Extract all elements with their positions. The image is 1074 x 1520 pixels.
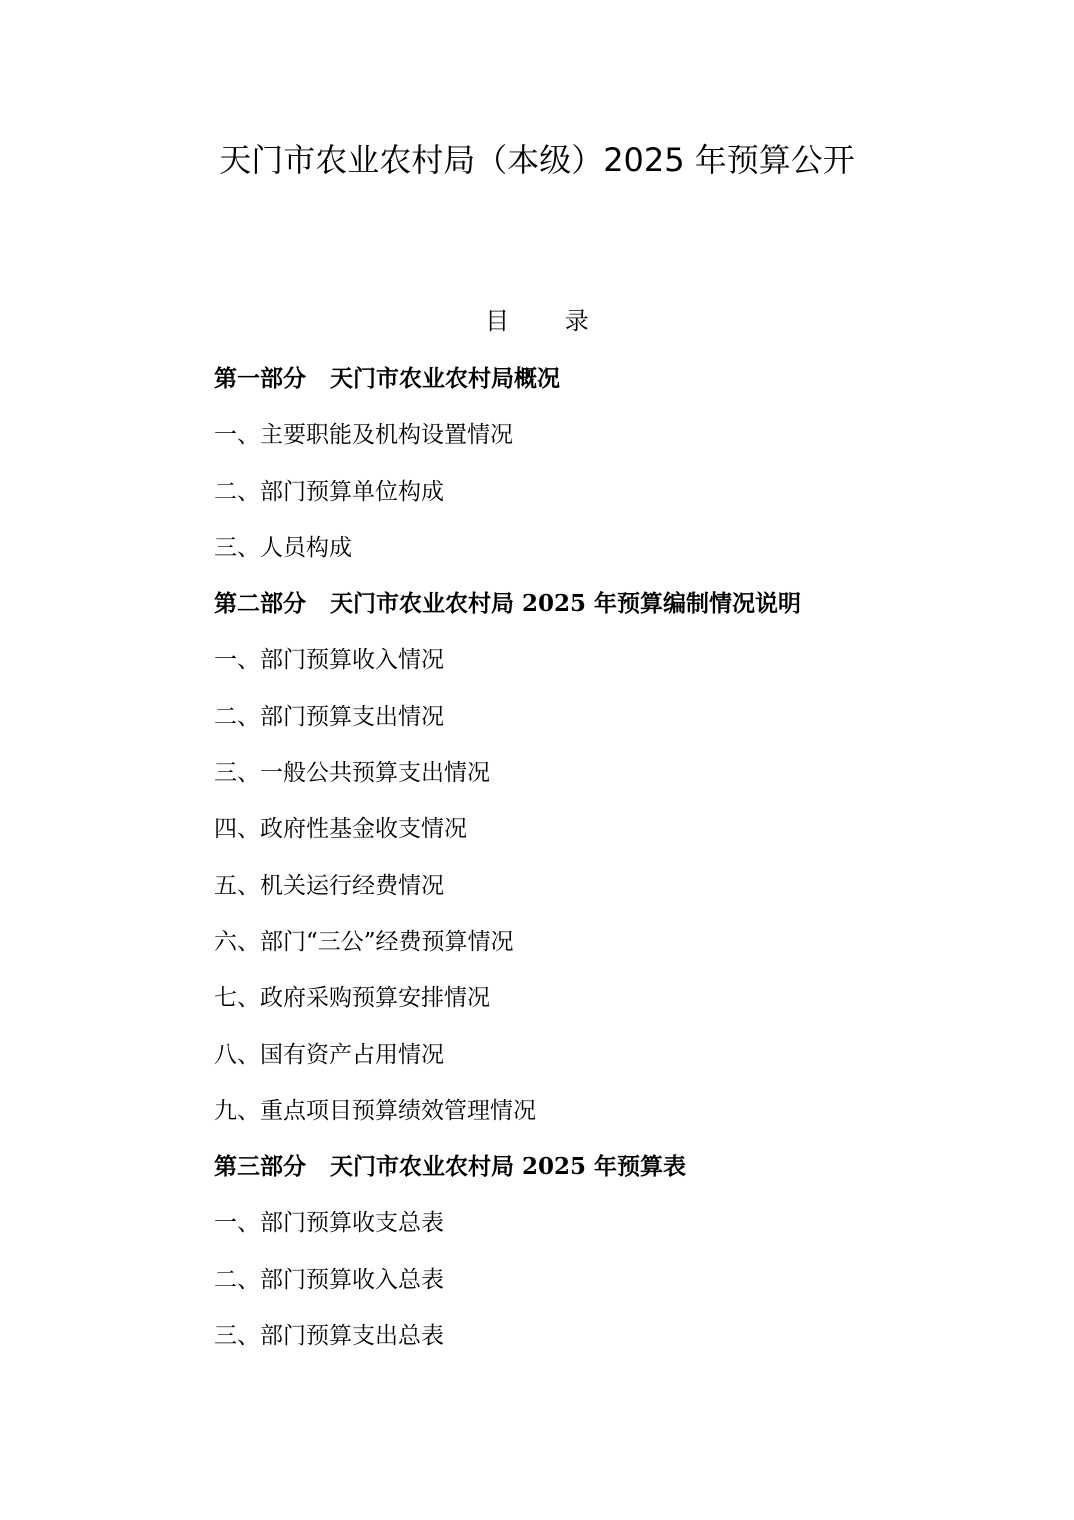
toc-item: 九、重点项目预算绩效管理情况 xyxy=(214,1097,536,1124)
toc-item: 二、部门预算支出情况 xyxy=(214,703,444,730)
document-title: 天门市农业农村局（本级）2025 年预算公开 xyxy=(219,141,855,179)
toc-heading: 目 录 xyxy=(485,307,613,335)
toc-item: 一、主要职能及机构设置情况 xyxy=(214,422,513,449)
toc-item: 四、政府性基金收支情况 xyxy=(214,816,467,843)
toc-item: 五、机关运行经费情况 xyxy=(214,872,444,899)
toc-item: 八、国有资产占用情况 xyxy=(214,1041,444,1068)
toc-item: 三、部门预算支出总表 xyxy=(214,1323,444,1350)
toc-item: 二、部门预算收入总表 xyxy=(214,1266,444,1293)
toc-item: 二、部门预算单位构成 xyxy=(214,478,444,505)
toc-item: 三、人员构成 xyxy=(214,534,352,561)
table-of-contents xyxy=(214,362,974,1375)
toc-item: 七、政府采购预算安排情况 xyxy=(214,985,490,1012)
toc-item: 一、部门预算收入情况 xyxy=(214,647,444,674)
toc-part-heading: 第一部分 天门市农业农村局概况 xyxy=(214,365,561,392)
toc-item: 六、部门“三公”经费预算情况 xyxy=(214,928,514,955)
toc-item: 一、部门预算收支总表 xyxy=(214,1210,444,1237)
toc-item: 三、一般公共预算支出情况 xyxy=(214,760,490,787)
toc-part-heading: 第三部分 天门市农业农村局 2025 年预算表 xyxy=(214,1153,687,1181)
toc-part-heading: 第二部分 天门市农业农村局 2025 年预算编制情况说明 xyxy=(214,590,802,618)
